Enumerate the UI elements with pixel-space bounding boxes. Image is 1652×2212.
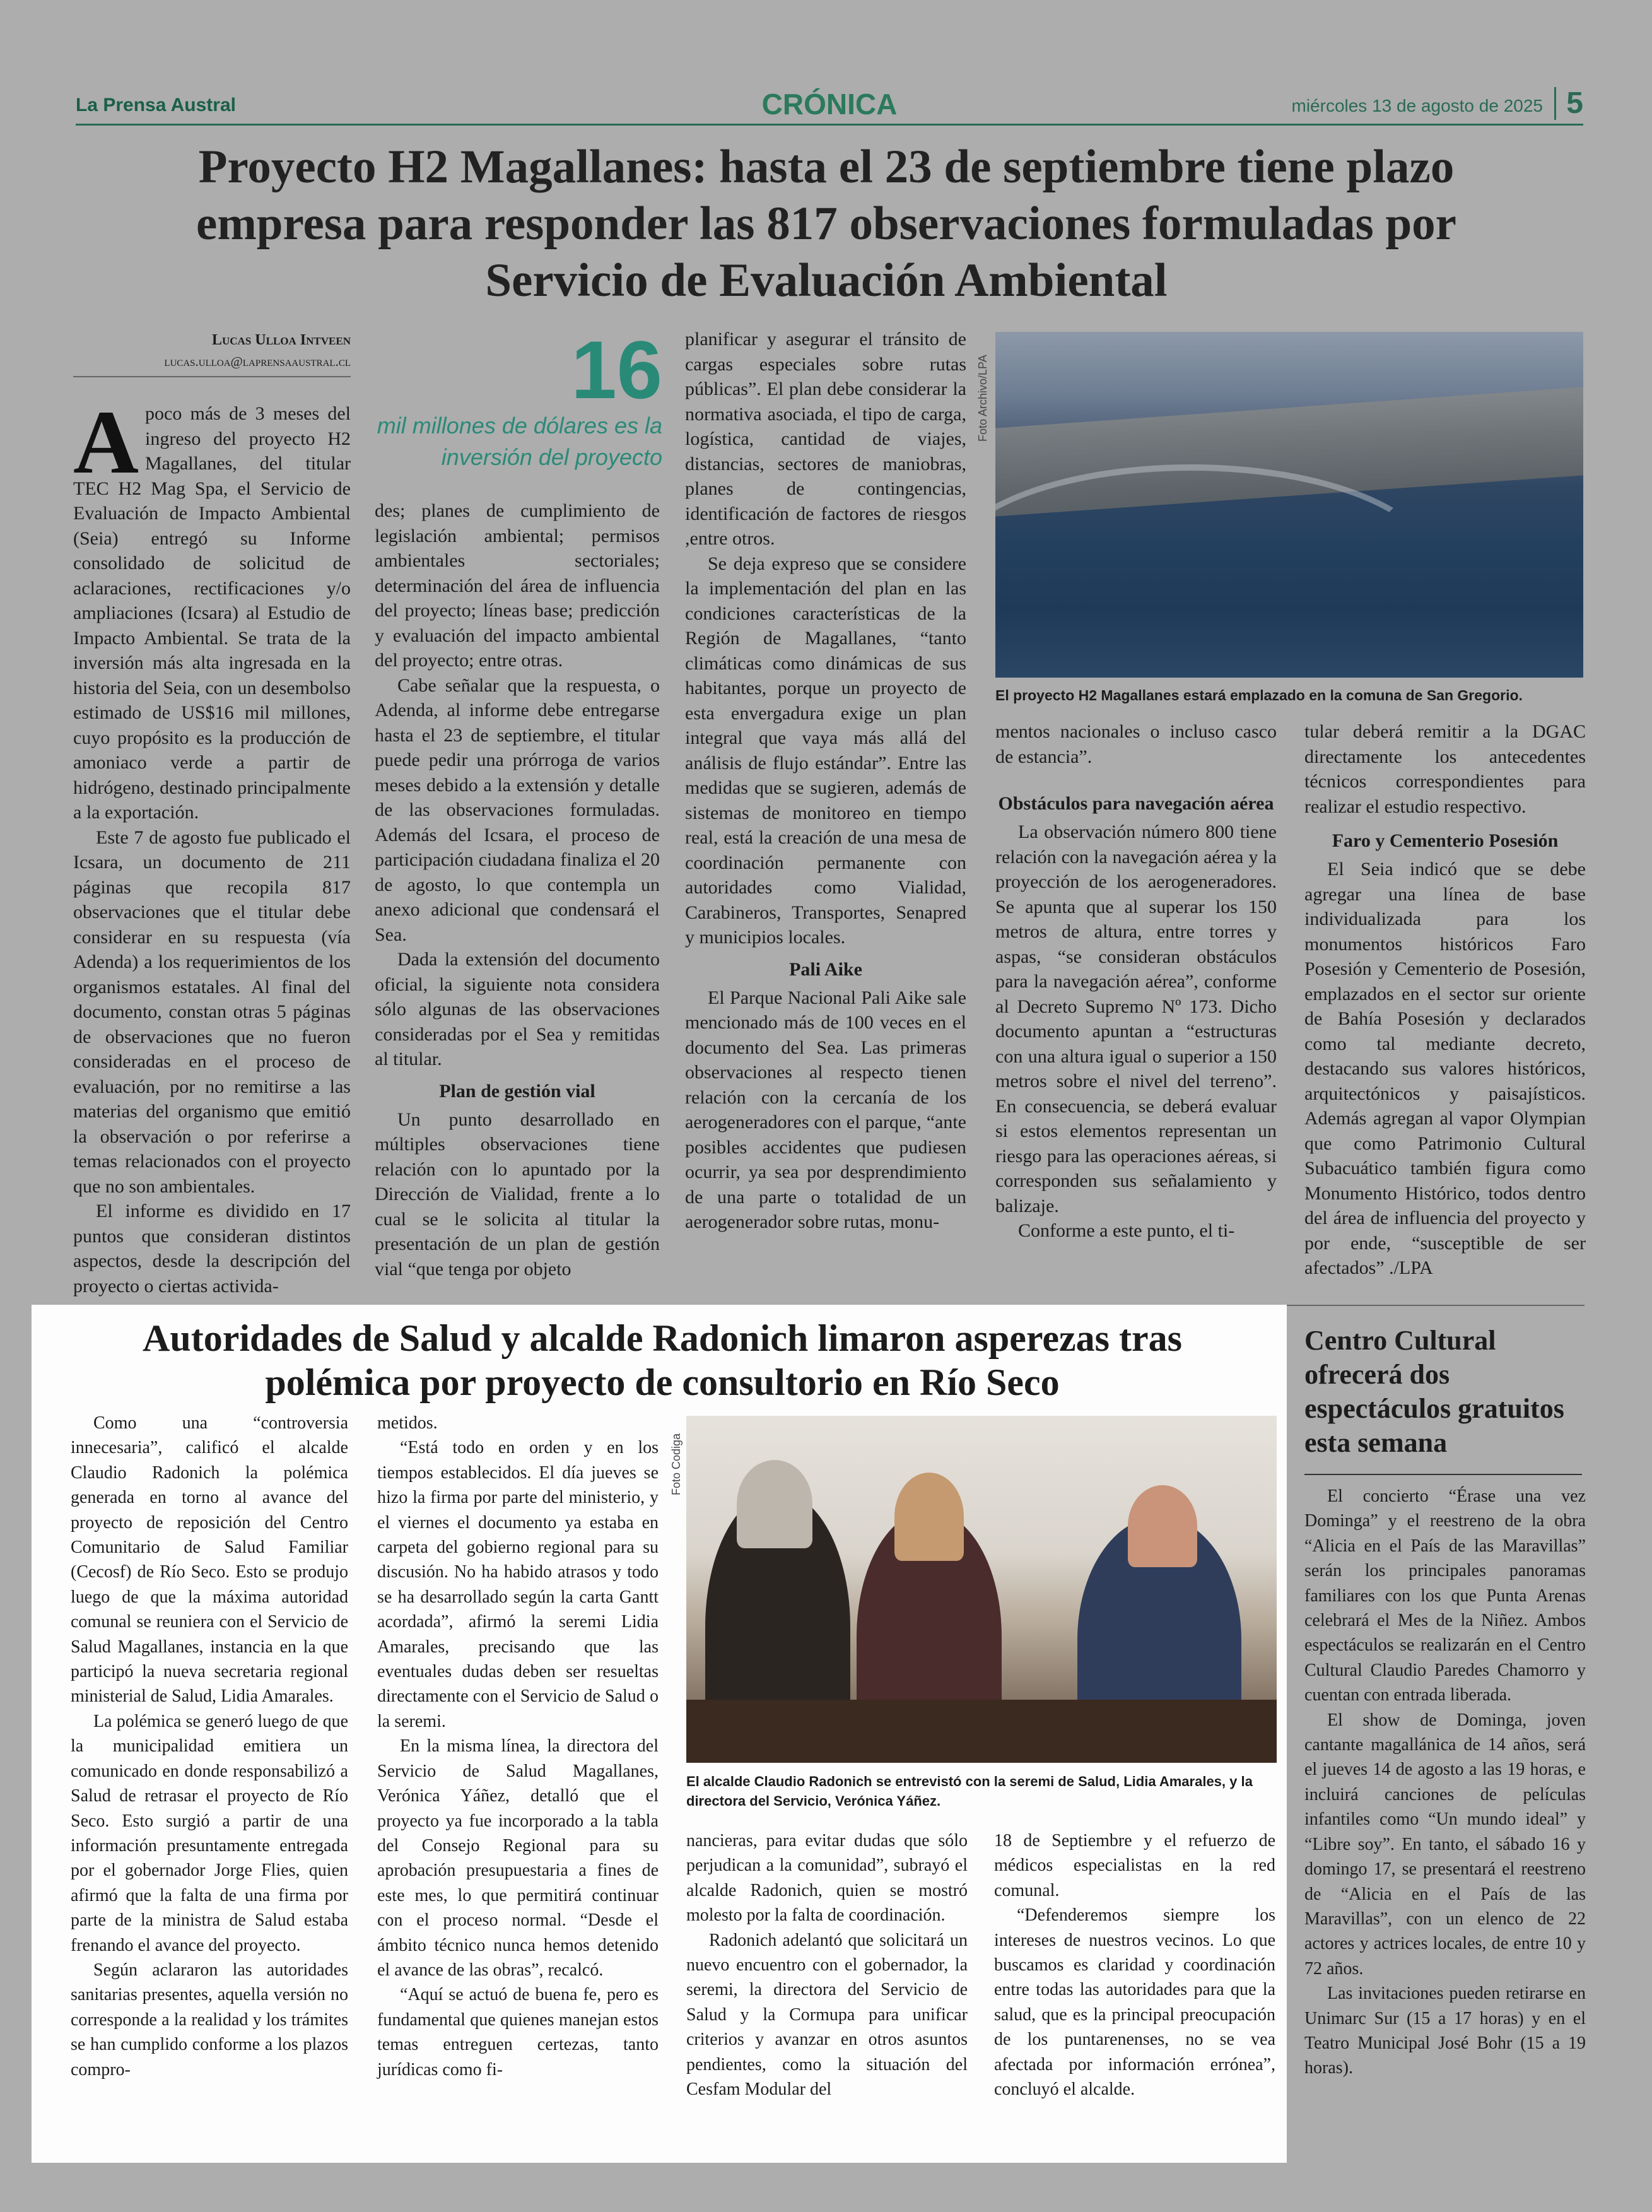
drop-cap: A — [73, 392, 139, 493]
sidebar-headline: Centro Cultural ofrecerá dos espectáculos gratuitos esta semana — [1304, 1325, 1564, 1458]
paragraph: planificar y asegurar el tránsito de cargas especiales sobre rutas públicas”. El plan debe considerar la normativa asociada, el tipo de carga, logística, cantidad de viajes, distancias, sectores de maniobras, planes de contingencias, identificación de factores de riesgos ,entre otros. — [685, 329, 966, 549]
paragraph: nancieras, para evitar dudas que sólo perjudican a la comunidad”, subrayó el alcalde Radonich, quien se mostró molesto por la falta de coordinación. — [686, 1831, 968, 1926]
aerial-coast-photo — [995, 332, 1583, 678]
paragraph: Radonich adelantó que solicitará un nuevo encuentro con el gobernador, la seremi, la directora del Servicio de Salud y la Cormupa para unificar criterios y avanzar en otros asuntos pendientes, como la situación del Cesfam Modular del — [686, 1930, 968, 2100]
main-column-3 — [685, 327, 966, 1235]
main-column-1 — [73, 392, 351, 1298]
byline — [73, 329, 351, 377]
byline-email: lucas.ulloa@laprensaaustral.cl — [73, 351, 351, 377]
paragraph: “Aquí se actuó de buena fe, pero es fundamental que quienes manejan estos temas entreguen certezas, tanto jurídicas como fi- — [377, 1985, 659, 2080]
paragraph: metidos. — [377, 1413, 438, 1433]
brand-name: La Prensa Austral — [76, 95, 236, 115]
main-headline: Proyecto H2 Magallanes: hasta el 23 de septiembre tiene plazo empresa para responder las 817 observaciones formuladas por Servicio de Evaluación Ambiental — [196, 141, 1456, 307]
sidebar-column — [1304, 1484, 1586, 2081]
subhead: Pali Aike — [789, 958, 862, 980]
stat-caption: mil millones de dólares es la inversión del proyecto — [377, 413, 662, 470]
paragraph: El Parque Nacional Pali Aike sale mencionado más de 100 veces en el documento del Sea. Las primeras observaciones al respecto tienen relación con la cercanía de los aerogeneradores con el parque, “ante posibles accidentes que pudiesen ocurrir, ya sea por desprendimiento de una parte o totalidad de un aerogenerador sobre rutas, monu- — [685, 987, 966, 1232]
photo-person-left-head — [737, 1460, 812, 1548]
paragraph: Se deja expreso que se considere la implementación del plan en las condiciones características de la Región de Magallanes, “tanto climáticas como dinámicas de sus habitantes, porque un proyecto de esta envergadura exige un plan integral que vaya más allá del análisis de flujo estándar”. Entre las medidas que se sugieren, además de sistemas de monitoreo en tiempo real, está la creación de una mesa de coordinación permanente con autoridades como Vialidad, Carabineros, Transportes, Senapred y municipios locales. — [685, 553, 966, 948]
paragraph: El concierto “Érase una vez Dominga” y el reestreno de la obra “Alicia en el País de las Maravillas” serán los principales panoramas familiares con los que Punta Arenas celebrará el Mes de la Niñez. Ambos espectáculos se realizarán en el Centro Cultural Claudio Paredes Chamorro y cuentan con entrada liberada. — [1304, 1486, 1586, 1705]
paragraph: “Defenderemos siempre los intereses de nuestros vecinos. Lo que buscamos es claridad y coordinación entre todas las autoridades para que la salud, que es la principal preocupación de los puntarenenses, no se vea afectada por información errónea”, concluyó el alcalde. — [994, 1905, 1275, 2100]
health-column-1 — [71, 1411, 348, 2082]
section-title: CRÓNICA — [761, 88, 898, 121]
stat-number: 16 — [571, 324, 662, 416]
sidebar-rule — [1304, 1474, 1582, 1475]
paragraph: El informe es dividido en 17 puntos que consideran distintos aspectos, desde la descripción del proyecto o ciertas activida- — [73, 1201, 351, 1297]
paragraph: Según aclararon las autoridades sanitarias presentes, aquella versión no corresponde a la realidad y los trámites se han cumplido conforme a los plazos compro- — [71, 1960, 348, 2080]
photo-credit: Foto Archivo/LPA — [976, 355, 989, 442]
paragraph: poco más de 3 meses del ingreso del proyecto H2 Magallanes, del titular TEC H2 Mag Spa, el Servicio de Evaluación de Impacto Ambiental (Seia) entregó su Informe consolidado de solicitud de aclaraciones, rectificaciones y/o ampliaciones (Icsara) al Estudio de Impacto Ambiental. Se trata de la inversión más alta ingresada en la historia del Seia, con un desembolso estimado de US$16 mil millones, cuyo propósito es la producción de amoniaco verde a partir de hidrógeno, destinado principalmente a la exportación. — [73, 403, 351, 823]
meeting-photo — [686, 1416, 1277, 1763]
photo-person-right-head — [1128, 1485, 1197, 1567]
paragraph: tular deberá remitir a la DGAC directamente los antecedentes técnicos correspondientes para realizar el estudio respectivo. — [1304, 721, 1586, 817]
photo-table — [686, 1700, 1277, 1763]
photo-caption: El proyecto H2 Magallanes estará emplazado en la comuna de San Gregorio. — [995, 687, 1523, 703]
paragraph: Este 7 de agosto fue publicado el Icsara, un documento de 211 páginas que recopila 817 observaciones que el titular debe considerar en su respuesta (vía Adenda) a los requerimientos de los organismos estatales. Al final del documento, constan otras 5 páginas de observaciones que no fueron consideradas en el proceso de evaluación, por no remitirse a las materias del organismo que emitió la observación o por referirse a temas relacionados con el proyecto que no son ambientales. — [73, 827, 351, 1197]
photo-person-center-head — [894, 1473, 964, 1561]
photo-credit: Foto Codiga — [670, 1433, 682, 1495]
paragraph: Conforme a este punto, el ti- — [1018, 1220, 1235, 1241]
paragraph: des; planes de cumplimiento de legislación ambiental; permisos ambientales sectoriales; determinación del área de influencia del proyecto; líneas base; predicción y evaluación del impacto ambiental del proyecto; entre otras. — [375, 500, 660, 671]
photo-caption: El alcalde Claudio Radonich se entrevistó con la seremi de Salud, Lidia Amarales, y la directora del Servicio, Verónica Yáñez. — [686, 1774, 1253, 1809]
paragraph: La polémica se generó luego de que la municipalidad emitiera un comunicado en donde responsabilizó a Salud de retrasar el proyecto de Río Seco. Esto surgió a partir de una información presuntamente entregada por el gobernador Jorge Flies, quien afirmó que la falta de una firma por parte de la ministra de Salud estaba frenando el avance del proyecto. — [71, 1711, 348, 1955]
paragraph: El show de Dominga, joven cantante magallánica de 14 años, será el jueves 14 de agosto a las 19 horas, e incluirá canciones de películas infantiles como “Un mundo ideal” y “Libre soy”. En tanto, el sábado 16 y domingo 17, se presentará el reestreno de “Alicia en el País de las Maravillas”, con un elenco de 22 actores y actrices locales, de entre 10 y 72 años. — [1304, 1710, 1586, 1979]
health-column-3 — [686, 1828, 968, 2102]
subhead: Obstáculos para navegación aérea — [998, 793, 1274, 814]
paragraph: El Seia indicó que se debe agregar una línea de base individualizada para los monumentos históricos Faro Posesión y Cementerio de Posesión, emplazados en el sector sur oriente de Bahía Posesión y declarados como tal mediante decreto, destacando sus valores históricos, arquitectónicos y paisajísticos. Además agregan al vapor Olympian que como Patrimonio Cultural Subacuático también figura como Monumento Histórico, todos dentro del área de influencia del proyecto y por ende, “susceptible de ser afectados” ./LPA — [1304, 859, 1586, 1278]
main-column-4 — [995, 719, 1277, 1244]
paragraph: En la misma línea, la directora del Servicio de Salud Magallanes, Verónica Yáñez, detalló que el proyecto ya fue incorporado a la tabla del Consejo Regional para su aprobación presupuestaria a fines de este mes, lo que permitirá continuar con el proceso normal. “Desde el ámbito técnico nunca hemos detenido el avance de las obras”, recalcó. — [377, 1736, 659, 1980]
paragraph: 18 de Septiembre y el refuerzo de médicos especialistas en la red comunal. — [994, 1831, 1275, 1900]
photo-shoreline — [995, 464, 1437, 666]
subhead: Plan de gestión vial — [439, 1080, 595, 1102]
paragraph: “Está todo en orden y en los tiempos establecidos. El día jueves se hizo la firma por parte del ministerio, y el viernes el documento ya estaba en carpeta del gobierno regional para su discusión. No ha habido atrasos y todo se ha desarrollado según la carta Gantt acordada”, afirmó la seremi Lidia Amarales, precisando que las eventuales dudas deben ser resueltas directamente con el Servicio de Salud o la seremi. — [377, 1438, 659, 1731]
paragraph: Cabe señalar que la respuesta, o Adenda, al informe debe entregarse hasta el 23 de septiembre, el titular puede pedir una prórroga de varios meses debido a la extensión y detalle de las observaciones formuladas. Además del Icsara, el proceso de participación ciudadana finaliza el 20 de agosto, lo que contempla un anexo adicional que condensará el Sea. — [375, 674, 660, 945]
byline-author: Lucas Ulloa Intveen — [212, 332, 351, 348]
paragraph: Como una “controversia innecesaria”, calificó el alcalde Claudio Radonich la polémica generada en torno al avance del proyecto de reposición del Centro Comunitario de Salud Familiar (Cecosf) de Río Seco. Esto se produjo luego de que la máxima autoridad comunal se reuniera con el Servicio de Salud Magallanes, instancia en la que participó la nueva secretaria regional ministerial de Salud, Lidia Amarales. — [71, 1413, 348, 1707]
health-column-4 — [994, 1828, 1275, 2102]
paragraph: Dada la extensión del documento oficial, la siguiente nota considera sólo algunas de las observaciones consideradas por el Sea y remitidas al titular. — [375, 949, 660, 1069]
issue-date: miércoles 13 de agosto de 2025 — [1291, 96, 1543, 115]
health-headline: Autoridades de Salud y alcalde Radonich limaron asperezas tras polémica por proyecto de consultorio en Río Seco — [143, 1317, 1182, 1403]
paragraph: Las invitaciones pueden retirarse en Unimarc Sur (15 a 17 horas) y en el Teatro Municipal José Bohr (15 a 19 horas). — [1304, 1984, 1586, 2078]
paragraph: La observación número 800 tiene relación con la navegación aérea y la proyección de los aerogeneradores. Se apunta que al superar los 150 metros de altura, entre torres y aspas, “se consideran obstáculos para la navegación aérea”, conforme al Decreto Supremo Nº 173. Dicho documento apuntan a “estructuras con una altura igual o superior a 150 metros sobre el nivel del terreno”. En consecuencia, se deberá evaluar si estos elementos representan un riesgo para las operaciones aéreas, si corresponden sus señalamiento y balizaje. — [995, 821, 1277, 1216]
masthead-rule — [76, 124, 1583, 126]
masthead — [76, 87, 1583, 127]
paragraph: mentos nacionales o incluso casco de estancia”. — [995, 721, 1277, 767]
health-column-2 — [377, 1411, 659, 2082]
page-number: 5 — [1554, 87, 1583, 120]
subhead: Faro y Cementerio Posesión — [1332, 830, 1559, 851]
paragraph: Un punto desarrollado en múltiples observaciones tiene relación con lo apuntado por la Dirección de Vialidad, frente a lo cual se le solicita al titular la presentación de un plan de gestión vial “que tenga por objeto — [375, 1109, 660, 1280]
main-column-5 — [1304, 719, 1586, 1281]
main-column-2 — [375, 498, 660, 1281]
